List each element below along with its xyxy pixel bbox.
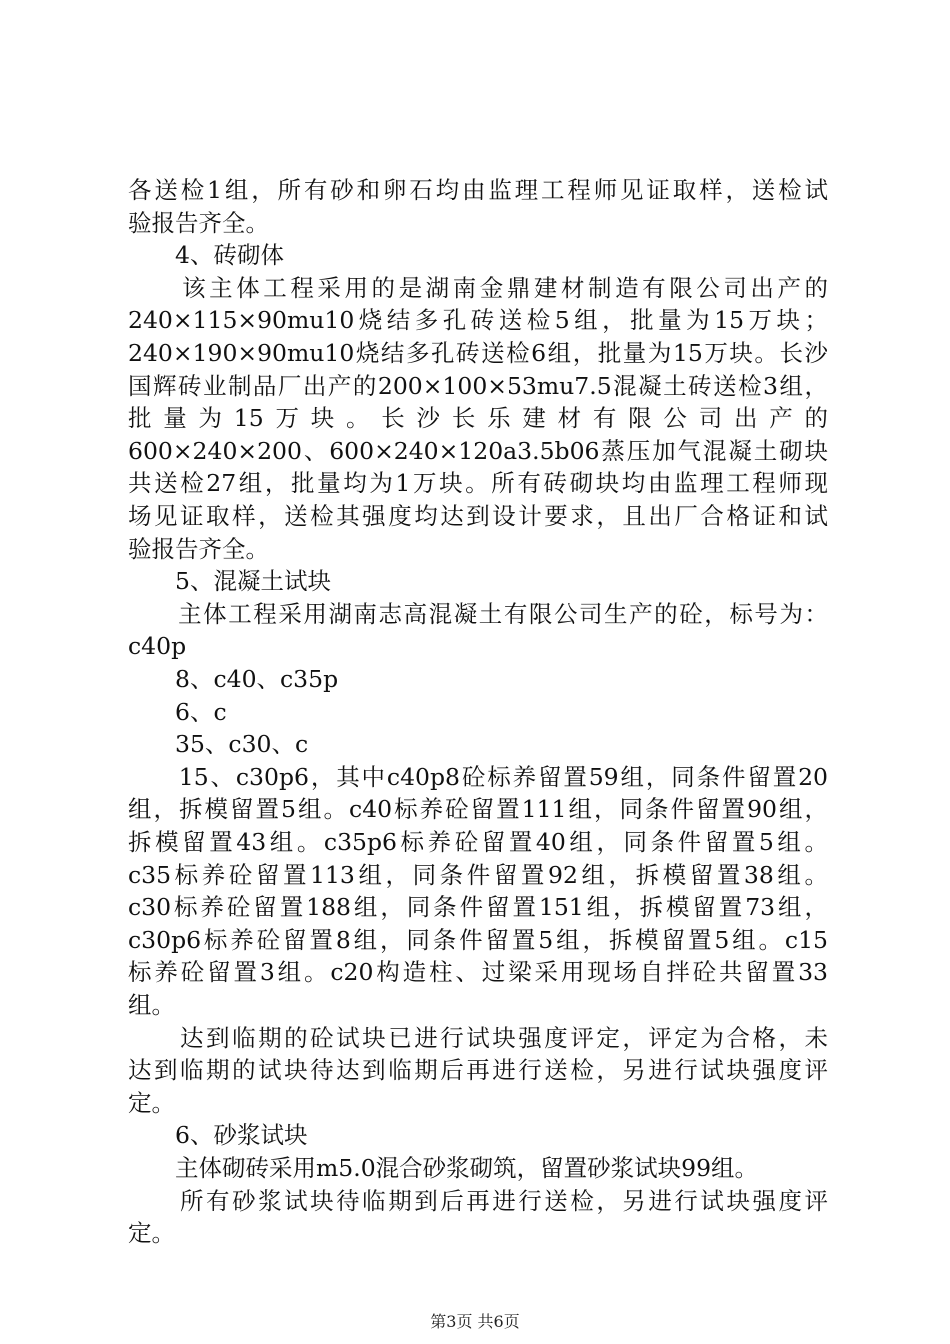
body-line-2: 验报告齐全。: [128, 208, 269, 237]
body-line-14: 主体工程采用湖南志高混凝土有限公司生产的砼，标号为：: [128, 599, 828, 628]
body-line-7: 国辉砖业制品厂出产的200×100×53mu7.5混凝土砖送检3组，: [128, 371, 828, 400]
body-line-25: 标养砼留置3组。c20构造柱、过梁采用现场自拌砼共留置33: [128, 958, 828, 987]
body-line-1: 各送检1组，所有砂和卵石均由监理工程师见证取样，送检试: [128, 176, 828, 204]
body-line-9: 600×240×200、600×240×120a3.5b06蒸压加气混凝土砌块: [128, 436, 828, 465]
body-line-4: 该主体工程采用的是湖南金鼎建材制造有限公司出产的: [128, 273, 828, 302]
body-line-31: 主体砌砖采用m5.0混合砂浆砌筑，留置砂浆试块99组。: [128, 1154, 759, 1182]
body-line-11: 场见证取样，送检其强度均达到设计要求，且出厂合格证和试: [128, 502, 828, 530]
body-line-27: 达到临期的砼试块已进行试块强度评定，评定为合格，未: [128, 1023, 828, 1052]
body-line-5: 240×115×90mu10烧结多孔砖送检5组，批量为15万块；: [128, 306, 828, 335]
section-heading-brick-masonry: 4、砖砌体: [128, 241, 284, 270]
section-heading-mortar-test-block: 6、砂浆试块: [128, 1121, 308, 1150]
body-line-19: 15、c30p6，其中c40p8砼标养留置59组，同条件留置20: [128, 762, 828, 791]
body-line-29: 定。: [128, 1088, 175, 1117]
body-line-32: 所有砂浆试块待临期到后再进行送检，另进行试块强度评: [128, 1186, 828, 1215]
body-line-24: c30p6标养砼留置8组，同条件留置5组，拆模留置5组。c15: [128, 925, 828, 954]
body-line-16: 8、c40、c35p: [128, 665, 339, 693]
body-line-20: 组，拆模留置5组。c40标养砼留置111组，同条件留置90组，: [128, 795, 828, 824]
body-line-18: 35、c30、c: [128, 730, 309, 759]
body-line-33: 定。: [128, 1219, 175, 1248]
body-line-17: 6、c: [128, 697, 227, 726]
section-heading-concrete-test-block: 5、混凝土试块: [128, 567, 331, 596]
page-number-footer: 第3页 共6页: [430, 1312, 520, 1331]
body-line-21: 拆模留置43组。c35p6标养砼留置40组，同条件留置5组。: [128, 828, 828, 856]
body-line-28: 达到临期的试块待达到临期后再进行送检，另进行试块强度评: [128, 1056, 828, 1085]
body-line-6: 240×190×90mu10烧结多孔砖送检6组，批量为15万块。长沙: [128, 339, 828, 367]
body-line-26: 组。: [128, 991, 175, 1019]
body-line-22: c35标养砼留置113组，同条件留置92组，拆模留置38组。: [128, 860, 828, 889]
body-line-15: c40p: [128, 632, 187, 661]
body-line-23: c30标养砼留置188组，同条件留置151组，拆模留置73组，: [128, 893, 828, 922]
body-line-8: 批量为15万块。长沙长乐建材有限公司出产的: [128, 404, 828, 433]
body-line-10: 共送检27组，批量均为1万块。所有砖砌块均由监理工程师现: [128, 469, 828, 498]
body-line-12: 验报告齐全。: [128, 534, 269, 563]
